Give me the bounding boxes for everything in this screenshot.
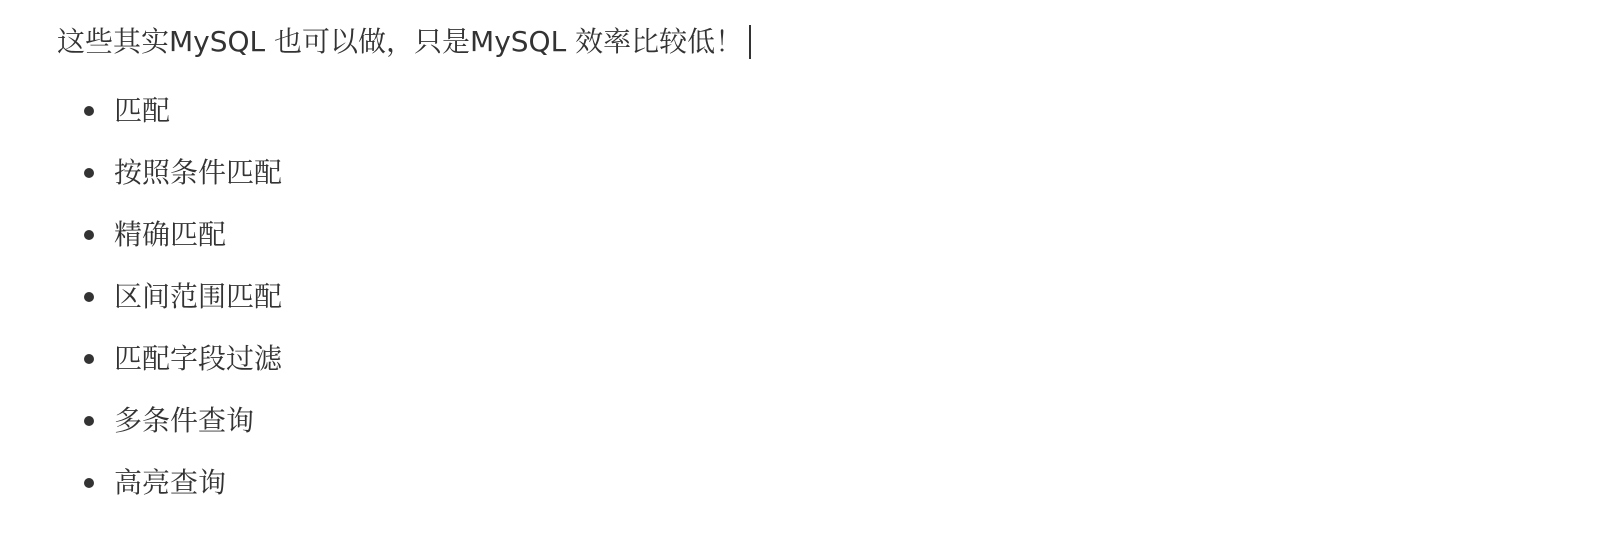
text-cursor <box>749 25 751 59</box>
list-item-label: 匹配 <box>114 94 171 127</box>
list-item <box>57 390 1557 452</box>
list-item <box>57 328 1557 390</box>
list-item-label: 多条件查询 <box>114 404 255 437</box>
bullet-icon <box>84 416 94 426</box>
bullet-icon <box>84 106 94 116</box>
intro-paragraph[interactable] <box>57 18 1557 66</box>
intro-text: 这些其实MySQL 也可以做，只是MySQL 效率比较低！ <box>57 25 744 58</box>
list-item-label: 高亮查询 <box>114 466 227 499</box>
list-item-label: 区间范围匹配 <box>114 280 283 313</box>
bullet-icon <box>84 354 94 364</box>
list-item-label: 匹配字段过滤 <box>114 342 283 375</box>
document-content <box>57 18 1557 514</box>
list-item <box>57 80 1557 142</box>
bullet-icon <box>84 168 94 178</box>
list-item <box>57 142 1557 204</box>
list-item-label: 精确匹配 <box>114 218 227 251</box>
list-item <box>57 204 1557 266</box>
list-item <box>57 452 1557 514</box>
bullet-icon <box>84 478 94 488</box>
feature-list <box>57 80 1557 514</box>
bullet-icon <box>84 230 94 240</box>
bullet-icon <box>84 292 94 302</box>
list-item-label: 按照条件匹配 <box>114 156 283 189</box>
list-item <box>57 266 1557 328</box>
